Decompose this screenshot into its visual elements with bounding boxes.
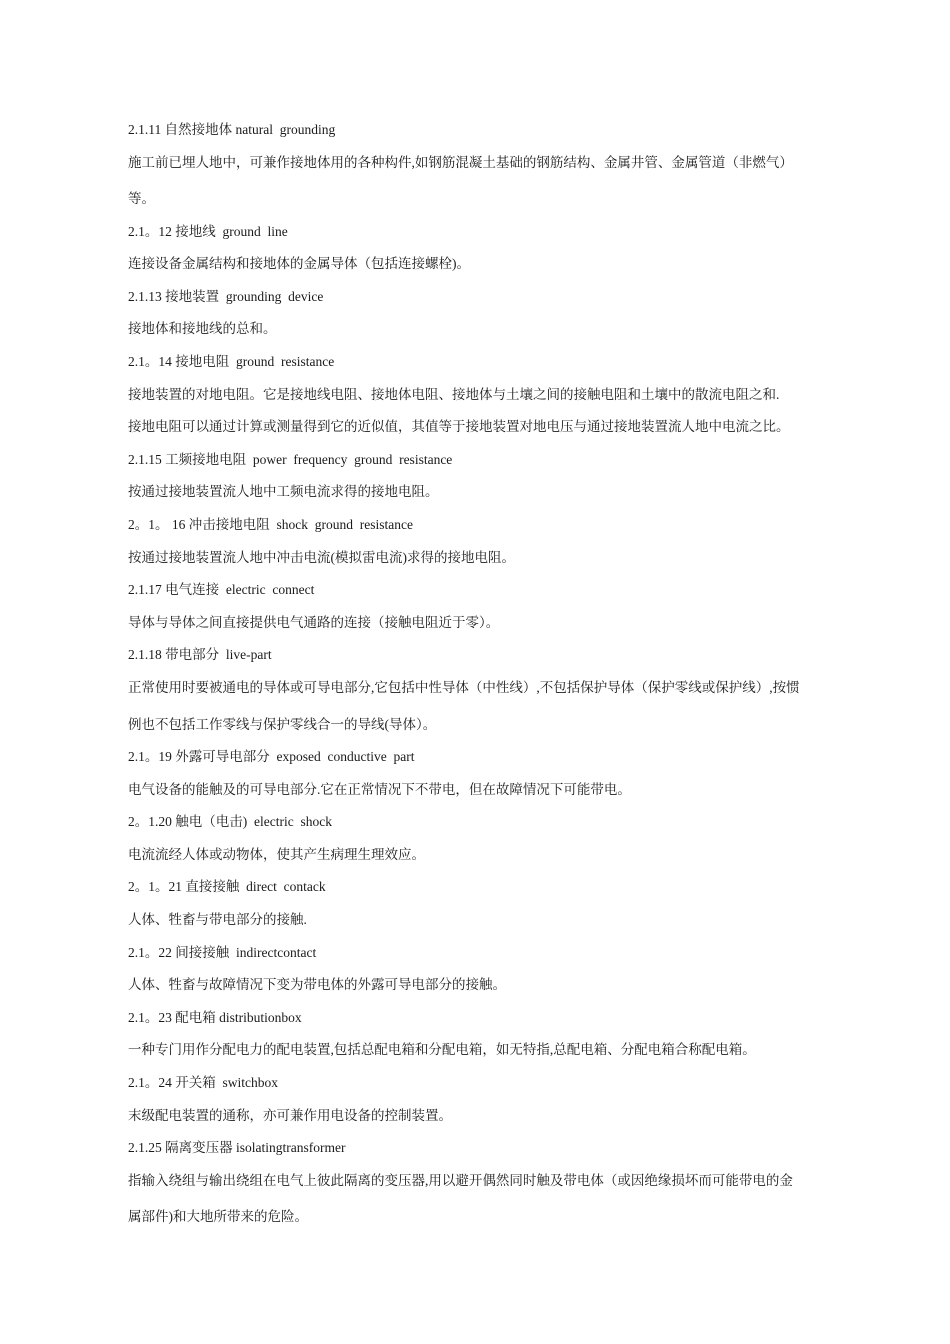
definition-text: 指输入绕组与输出绕组在电气上彼此隔离的变压器,用以避开偶然同时触及带电体（或因绝缘损坏而可能带电的金 — [128, 1172, 793, 1188]
definition-text: 末级配电装置的通称，亦可兼作用电设备的控制装置。 — [128, 1107, 452, 1123]
term-heading-2-1-13: 2.1.13 接地装置 grounding device — [128, 288, 324, 304]
definition-text: 按通过接地装置流人地中冲击电流(模拟雷电流)求得的接地电阻。 — [128, 549, 515, 565]
term-heading-2-1-23: 2.1。23 配电箱 distributionbox — [128, 1009, 302, 1025]
document-body — [128, 121, 840, 1226]
definition-text: 按通过接地装置流人地中工频电流求得的接地电阻。 — [128, 484, 439, 500]
term-heading-2-1-15: 2.1.15 工频接地电阻 power frequency ground resistance — [128, 451, 453, 467]
term-heading-2-1-17: 2.1.17 电气连接 electric connect — [128, 582, 315, 598]
definition-text: 人体、牲畜与带电部分的接触. — [128, 912, 307, 928]
term-heading-2-1-14: 2.1。14 接地电阻 ground resistance — [128, 354, 335, 370]
term-heading-2-1-24: 2.1。24 开关箱 switchbox — [128, 1075, 278, 1091]
definition-text: 接地装置的对地电阻。它是接地线电阻、接地体电阻、接地体与土壤之间的接触电阻和土壤中的散流电阻之和. — [128, 386, 780, 402]
term-heading-2-1-16: 2。1。 16 冲击接地电阻 shock ground resistance — [128, 517, 413, 533]
term-heading-2-1-21: 2。1。21 直接接触 direct contack — [128, 879, 326, 895]
term-heading-2-1-12: 2.1。12 接地线 ground line — [128, 223, 288, 239]
definition-text: 导体与导体之间直接提供电气通路的连接（接触电阻近于零）。 — [128, 614, 500, 630]
definition-text: 正常使用时要被通电的导体或可导电部分,它包括中性导体（中性线）,不包括保护导体（保护零线或保护线）,按惯 — [128, 680, 800, 695]
definition-text: 连接设备金属结构和接地体的金属导体（包括连接螺栓)。 — [128, 256, 470, 272]
definition-text: 接地体和接地线的总和。 — [128, 321, 277, 337]
term-heading-2-1-22: 2.1。22 间接接触 indirectcontact — [128, 944, 317, 960]
definition-text: 电流流经人体或动物体，使其产生病理生理效应。 — [128, 846, 425, 862]
definition-text: 人体、牲畜与故障情况下变为带电体的外露可导电部分的接触。 — [128, 977, 506, 993]
definition-text: 接地电阻可以通过计算或测量得到它的近似值，其值等于接地装置对地电压与通过接地装置流人地中电流之比。 — [128, 419, 790, 435]
definition-text-continued: 等。 — [128, 191, 155, 207]
definition-text: 施工前已埋人地中，可兼作接地体用的各种构件,如钢筋混凝土基础的钢筋结构、金属井管、金属管道（非燃气） — [128, 154, 793, 170]
definition-text: 一种专门用作分配电力的配电装置,包括总配电箱和分配电箱，如无特指,总配电箱、分配电箱合称配电箱。 — [128, 1042, 756, 1058]
definition-text: 电气设备的能触及的可导电部分.它在正常情况下不带电，但在故障情况下可能带电。 — [128, 781, 631, 797]
term-heading-2-1-19: 2.1。19 外露可导电部分 exposed conductive part — [128, 749, 415, 765]
definition-text-continued: 属部件)和大地所带来的危险。 — [128, 1209, 308, 1225]
term-heading-2-1-20: 2。1.20 触电（电击) electric shock — [128, 814, 332, 830]
definition-text-continued: 例也不包括工作零线与保护零线合一的导线(导体）。 — [128, 716, 437, 732]
term-heading-2-1-18: 2.1.18 带电部分 live-part — [128, 647, 272, 663]
term-heading-2-1-11: 2.1.11 自然接地体 natural grounding — [128, 122, 336, 137]
term-heading-2-1-25: 2.1.25 隔离变压器 isolatingtransformer — [128, 1140, 346, 1156]
